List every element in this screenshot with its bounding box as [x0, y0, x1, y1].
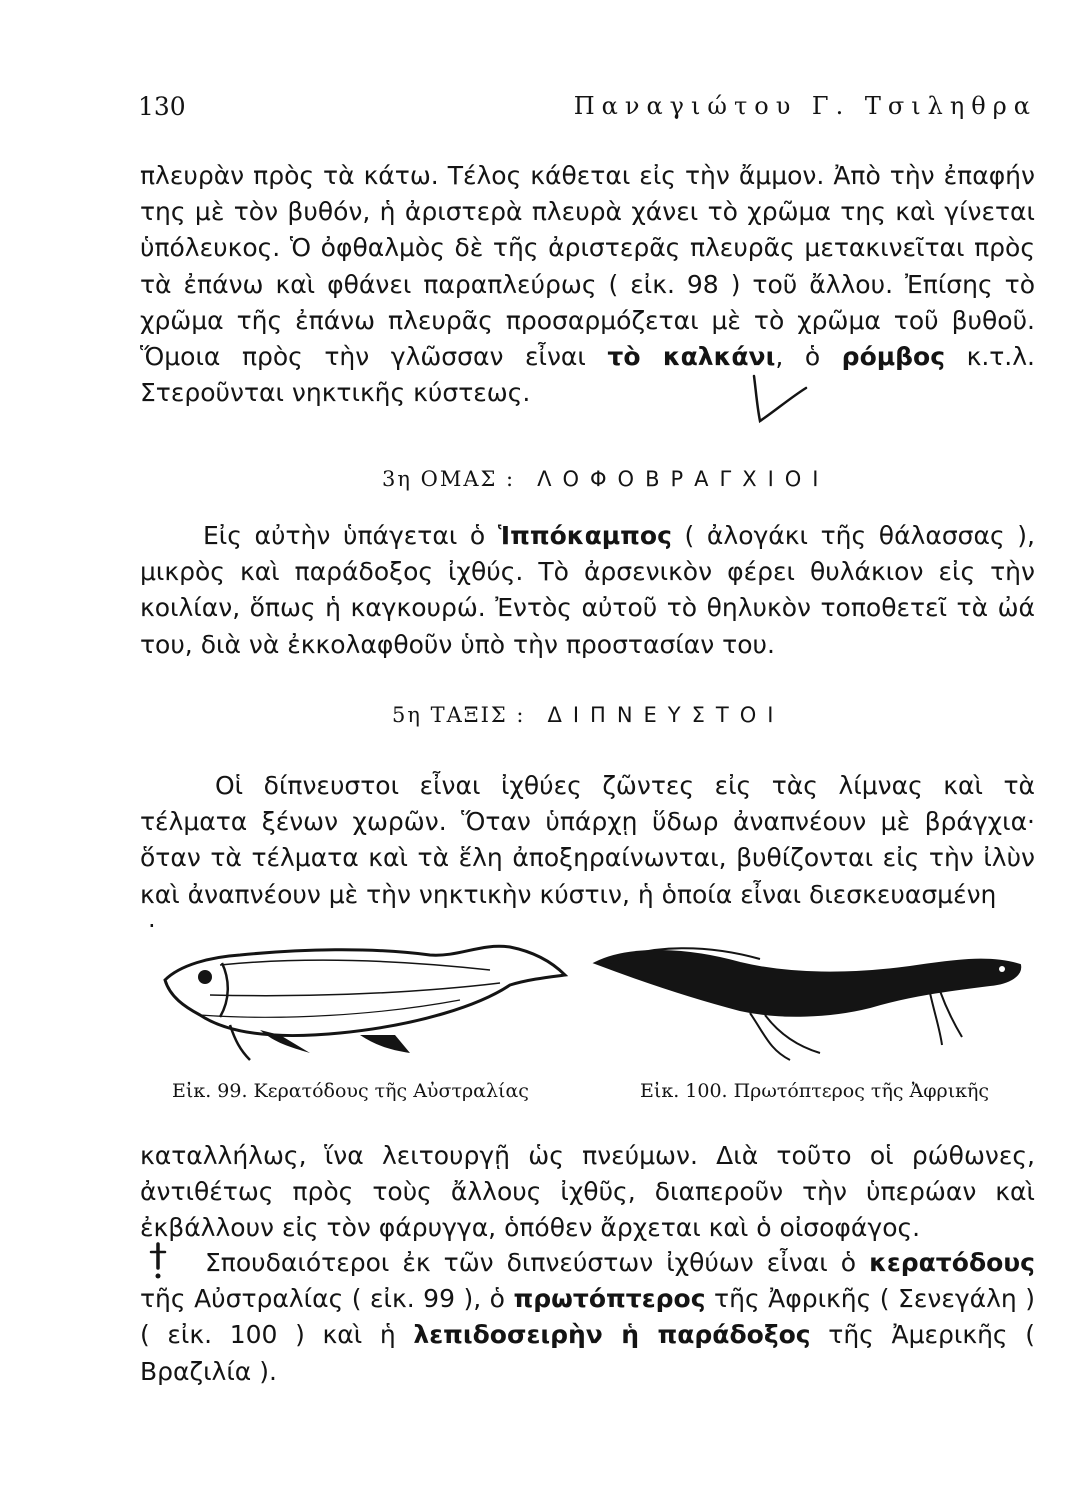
paragraph-seahorse — [140, 518, 1035, 663]
paragraph-text: Εἰς αὐτὴν ὑπάγεται ὁ — [203, 521, 498, 550]
heading-label: 5η ΤΑΞΙΣ : — [392, 703, 526, 727]
figure-100-caption: Εἰκ. 100. Πρωτόπτερος τῆς Ἀφρικῆς — [640, 1080, 990, 1102]
lungfish-australian-illustration — [160, 935, 570, 1065]
paragraph-flatfish — [140, 158, 1035, 411]
heading-title: ΔΙΠΝΕΥΣΤΟΙ — [547, 703, 785, 727]
page-header — [138, 92, 1037, 128]
figure-99-caption: Εἰκ. 99. Κερατόδους τῆς Αὐστραλίας — [172, 1080, 529, 1102]
paragraph-text: τῆς Ἀμερικῆς ( Βραζιλία ). — [140, 1320, 1036, 1386]
bold-term: πρωτόπτερος — [513, 1284, 706, 1314]
heading-label: 3η ΟΜΑΣ : — [382, 467, 516, 491]
heading-title: ΛΟΦΟΒΡΑΓΧΙΟΙ — [537, 467, 830, 491]
paragraph-text: Οἱ δίπνευστοι εἶναι ἰχθύες ζῶντες εἰς τὰς λίμνας καὶ τὰ τέλματα ξένων χωρῶν. Ὅταν ὑπάρχῃ ὕδωρ ἀναπνέουν μὲ βράγχια· ὅταν τὰ τέλματα καὶ τὰ ἕλη ἀποξηραίνωνται, βυθίζονται εἰς τὴν ἰλὺν καὶ ἀναπνέουν μὲ τὴν νηκτικὴν κύστιν, ἡ ὁποία εἶναι διεσκευασμένη — [140, 771, 1035, 909]
paragraph-lungfish-nostrils — [140, 1138, 1035, 1247]
lungfish-african-illustration — [590, 935, 1030, 1065]
handwritten-check-mark — [740, 366, 810, 426]
paragraph-text: κ.τ.λ. Στεροῦνται νηκτικῆς κύστεως. — [140, 342, 1035, 408]
bold-term: ρόμβος — [841, 342, 946, 372]
paragraph-text: πλευρὰν πρὸς τὰ κάτω. Τέλος κάθεται εἰς τὴν ἄμμον. Ἀπὸ τὴν ἐπαφήν της μὲ τὸν βυθόν, ἡ ἀριστερὰ πλευρὰ χάνει τὸ χρῶμα της καὶ γίνεται ὑπόλευκος. Ὁ ὀφθαλμὸς δὲ τῆς ἀριστερᾶς πλευρᾶς μετακινεῖται πρὸς τὰ ἐπάνω καὶ φθάνει παραπλεύρως ( εἰκ. 98 ) τοῦ ἄλλου. Ἐπίσης τὸ χρῶμα τῆς ἐπάνω πλευρᾶς προσαρμόζεται μὲ τὸ χρῶμα τοῦ βυθοῦ. Ὅμοια πρὸς τὴν γλῶσσαν εἶναι — [140, 161, 1035, 372]
paragraph-text: , ὁ — [775, 342, 842, 372]
paragraph-text: τῆς Ἀφρικῆς ( Σενεγάλη ) ( εἰκ. 100 ) καὶ ἡ — [140, 1284, 1035, 1350]
bold-term: κερατόδους — [869, 1248, 1035, 1277]
paragraph-lungfish-intro — [140, 768, 1035, 913]
bold-term: λεπιδοσειρὴν ἡ παράδοξος — [413, 1320, 811, 1350]
paragraph-text: ( ἀλογάκι τῆς θάλασσας ), μικρὸς καὶ παράδοξος ἰχθύς. Τὸ ἀρσενικὸν φέρει θυλάκιον εἰς τὴν κοιλίαν, ὅπως ἡ καγκουρώ. Ἐντὸς αὐτοῦ τὸ θηλυκὸν τοποθετεῖ τὰ ὠά του, διὰ νὰ ἐκκολαφθοῦν ὑπὸ τὴν προστασίαν του. — [140, 521, 1035, 659]
stray-dot: . — [148, 905, 156, 933]
paragraph-text: τῆς Αὐστραλίας ( εἰκ. 99 ), ὁ — [140, 1284, 514, 1314]
bold-term: τὸ καλκάνι — [607, 342, 776, 372]
paragraph-text: καταλλήλως, ἵνα λειτουργῇ ὡς πνεύμων. Διὰ τοῦτο οἱ ρώθωνες, ἀντιθέτως πρὸς τοὺς ἄλλους ἰχθῦς, διαπεροῦν τὴν ὑπερώαν καὶ ἐκβάλλουν εἰς τὸν φάρυγγα, ὁπόθεν ἄρχεται καὶ ὁ οἰσοφάγος. — [140, 1141, 1035, 1243]
running-head: Παναγιώτου Γ. Τσιληθρα — [573, 92, 1037, 120]
section-heading-dipnoi — [392, 703, 784, 727]
section-heading-lophobranchii — [382, 467, 830, 491]
page-number: 130 — [138, 92, 186, 121]
bold-term: Ἱππόκαμπος — [497, 521, 672, 550]
paragraph-text: Σπουδαιότεροι ἐκ τῶν διπνεύστων ἰχθύων εἶναι ὁ — [205, 1248, 870, 1277]
paragraph-important-lungfish — [140, 1245, 1035, 1390]
